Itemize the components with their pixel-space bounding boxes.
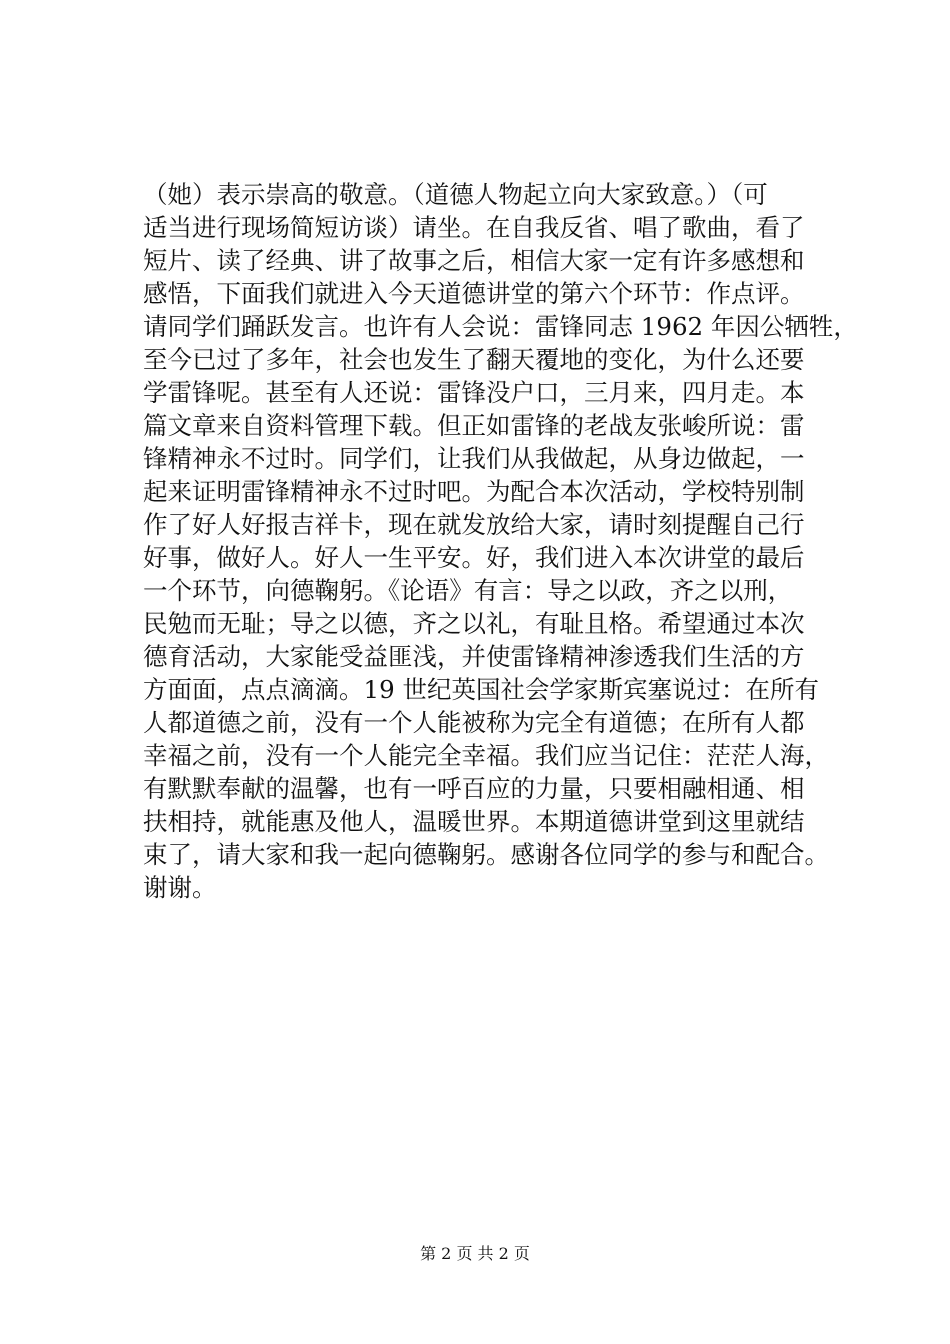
text-line: 方面面，点点滴滴。19 世纪英国社会学家斯宾塞说过：在所有: [143, 675, 819, 704]
text-line: 学雷锋呢。甚至有人还说：雷锋没户口，三月来，四月走。本: [143, 378, 805, 407]
text-line: 民勉而无耻；导之以德，齐之以礼，有耻且格。希望通过本次: [143, 609, 805, 638]
text-line: 锋精神永不过时。同学们，让我们从我做起，从身边做起，一: [143, 444, 805, 473]
text-line: 德育活动，大家能受益匪浅，并使雷锋精神渗透我们生活的方: [143, 642, 805, 671]
text-line: 请同学们踊跃发言。也许有人会说：雷锋同志 1962 年因公牺牲，: [143, 312, 858, 341]
page-number-footer: 第 2 页 共 2 页: [420, 1244, 530, 1263]
body-text: [143, 178, 863, 904]
text-line: 短片、读了经典、讲了故事之后，相信大家一定有许多感想和: [143, 246, 805, 275]
text-line: 谢谢。: [143, 873, 217, 902]
text-line: 起来证明雷锋精神永不过时吧。为配合本次活动，学校特别制: [143, 477, 805, 506]
text-line: 好事，做好人。好人一生平安。好，我们进入本次讲堂的最后: [143, 543, 805, 572]
text-line: 束了，请大家和我一起向德鞠躬。感谢各位同学的参与和配合。: [143, 840, 829, 869]
text-line: 适当进行现场简短访谈）请坐。在自我反省、唱了歌曲，看了: [143, 213, 805, 242]
text-line: 扶相持，就能惠及他人，温暖世界。本期道德讲堂到这里就结: [143, 807, 805, 836]
text-line: 至今已过了多年，社会也发生了翻天覆地的变化，为什么还要: [143, 345, 805, 374]
text-line: 有默默奉献的温馨，也有一呼百应的力量，只要相融相通、相: [143, 774, 805, 803]
text-line: 一个环节，向德鞠躬。《论语》有言：导之以政，齐之以刑，: [143, 576, 793, 605]
text-line: 作了好人好报吉祥卡，现在就发放给大家，请时刻提醒自己行: [143, 510, 805, 539]
text-line: 感悟，下面我们就进入今天道德讲堂的第六个环节：作点评。: [143, 279, 805, 308]
text-line: 人都道德之前，没有一个人能被称为完全有道德；在所有人都: [143, 708, 805, 737]
text-line: 篇文章来自资料管理下载。但正如雷锋的老战友张峻所说：雷: [143, 411, 805, 440]
text-line: （她）表示崇高的敬意。（道德人物起立向大家致意。）（可: [143, 180, 768, 209]
text-line: 幸福之前，没有一个人能完全幸福。我们应当记住：茫茫人海，: [143, 741, 829, 770]
